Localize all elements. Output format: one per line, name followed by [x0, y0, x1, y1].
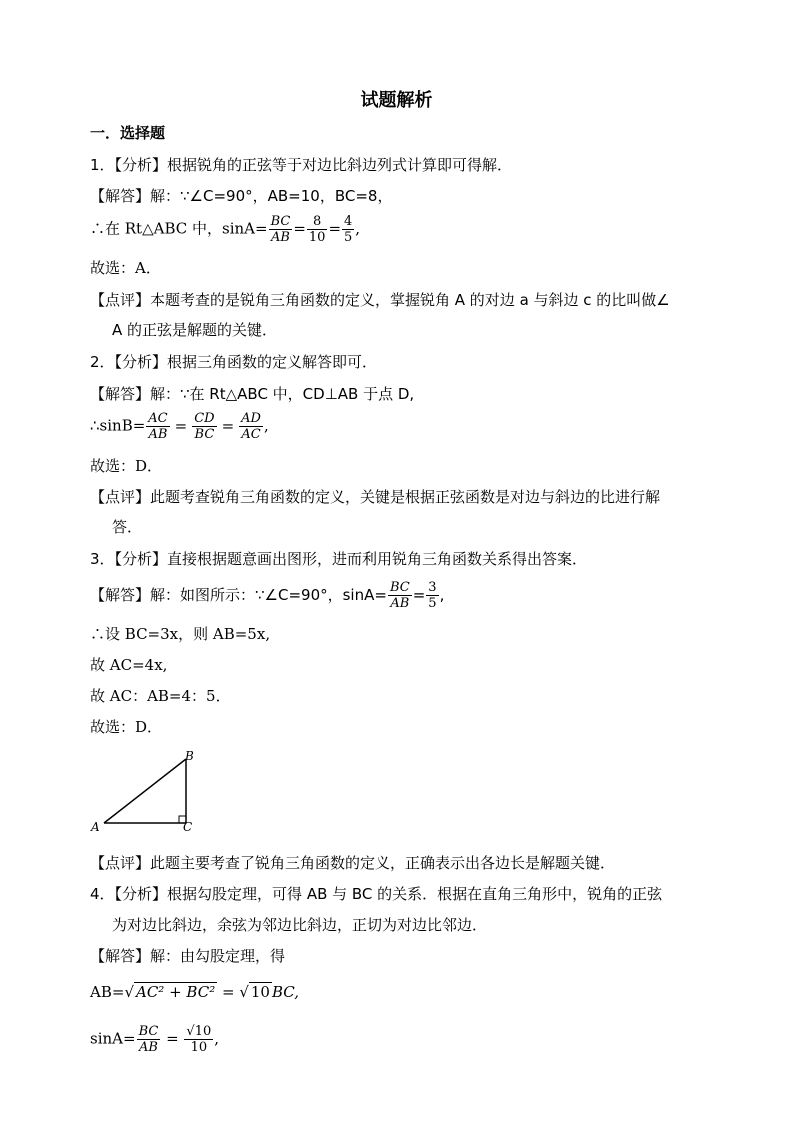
fraction-denominator: 10: [308, 230, 326, 245]
q3-answer-prefix: 【解答】解：如图所示：∵∠C=90°，sinA=: [90, 586, 387, 604]
q1-fraction-bc-ab: [269, 214, 293, 245]
right-triangle-figure: [88, 745, 208, 837]
fraction-denominator: AB: [270, 230, 290, 245]
q1-formula: [90, 214, 360, 245]
sqrt-ten: √ 10: [239, 983, 270, 1001]
side-ab: [104, 759, 186, 823]
equals-sign: =: [174, 416, 188, 435]
fraction-numerator: 3: [428, 580, 437, 595]
fraction-numerator: BC: [389, 580, 410, 595]
vertex-label-c: C: [183, 820, 193, 834]
fraction-denominator: AC: [241, 427, 261, 442]
q4-ab-tail: BC,: [271, 983, 299, 1001]
q1-comment-line1: 【点评】本题考查的是锐角三角函数的定义，掌握锐角 A 的对边 a 与斜边 c 的比叫做∠: [90, 291, 670, 309]
fraction-denominator: 10: [190, 1040, 208, 1055]
comma: ,: [214, 1029, 220, 1048]
equals-sign: =: [328, 219, 342, 238]
fraction-numerator: 4: [344, 214, 353, 229]
q4-analysis-line2: 为对边比斜边，余弦为邻边比斜边，正切为对边比邻边．: [112, 916, 488, 934]
radicand: AC² + BC²: [136, 983, 216, 1001]
fraction-numerator: AC: [148, 411, 168, 426]
fraction-denominator: AB: [138, 1040, 158, 1055]
q4-analysis-line1: 4．【分析】根据勾股定理，可得 AB 与 BC 的关系．根据在直角三角形中，锐角的正弦: [90, 885, 663, 903]
q3-comment: 【点评】此题主要考查了锐角三角函数的定义，正确表示出各边长是解题关键．: [90, 854, 616, 872]
vertex-label-b: B: [185, 749, 194, 763]
q2-fraction-ac-ab: [146, 411, 169, 442]
q3-fraction-bc-ab: [388, 580, 412, 611]
vertex-label-a: A: [91, 820, 100, 834]
fraction-numerator: CD: [194, 411, 215, 426]
q3-choice: 故选：D．: [90, 718, 163, 736]
q3-line1: ∴设 BC=3x，则 AB=5x,: [90, 625, 271, 643]
fraction-numerator: √10: [186, 1024, 212, 1039]
sqrt-expression: √ AC² + BC²: [124, 983, 216, 1001]
q3-line2: 故 AC=4x,: [90, 656, 168, 674]
radicand: 10: [250, 983, 270, 1001]
q2-fraction-ad-ac: [239, 411, 263, 442]
q4-sin-formula: [90, 1024, 219, 1055]
fraction-denominator: 5: [344, 230, 353, 245]
q2-answer: 【解答】解：∵在 Rt△ABC 中，CD⊥AB 于点 D,: [90, 385, 415, 403]
q1-choice: 故选：A．: [90, 259, 161, 277]
comma: ,: [263, 416, 269, 435]
equals-sign: =: [412, 586, 426, 604]
q4-fraction-sqrt10-10: [184, 1024, 213, 1055]
comma: ,: [355, 219, 361, 238]
q3-fraction-3-5: [426, 580, 438, 611]
q1-comment-line2: A 的正弦是解题的关键．: [112, 321, 278, 339]
section-heading: 一．选择题: [90, 124, 166, 142]
fraction-numerator: 8: [307, 214, 328, 230]
q3-analysis: 3．【分析】直接根据题意画出图形，进而利用锐角三角函数关系得出答案．: [90, 550, 588, 568]
q2-formula: [90, 411, 269, 442]
comma: ,: [439, 586, 445, 604]
q4-fraction-bc-ab: [137, 1024, 161, 1055]
fraction-denominator: AB: [148, 427, 168, 442]
q1-analysis: 1．【分析】根据锐角的正弦等于对边比斜边列式计算即可得解．: [90, 156, 513, 174]
q2-analysis: 2．【分析】根据三角函数的定义解答即可．: [90, 353, 378, 371]
fraction-denominator: AB: [390, 596, 410, 611]
equals-sign: =: [161, 1029, 184, 1048]
q2-comment-line2: 答．: [112, 518, 143, 536]
fraction-denominator: BC: [194, 427, 215, 442]
q4-sin-prefix: sinA=: [90, 1029, 136, 1048]
fraction-numerator: BC: [270, 214, 291, 229]
page-title: 试题解析: [360, 90, 433, 111]
fraction-numerator: BC: [138, 1024, 159, 1039]
q2-formula-prefix: ∴sinB=: [90, 416, 146, 435]
q1-answer: 【解答】解：∵∠C=90°，AB=10，BC=8，: [90, 187, 393, 205]
q1-fraction-4-5: [342, 214, 354, 245]
q2-fraction-cd-bc: [192, 411, 216, 442]
q1-fraction-8-10: [307, 214, 328, 245]
equals-sign: =: [221, 416, 235, 435]
q3-answer: [90, 580, 444, 611]
equals-sign: =: [217, 983, 240, 1001]
q1-formula-prefix: ∴在 Rt△ABC 中，sinA=: [90, 219, 268, 238]
equals-sign: =: [293, 219, 306, 238]
q3-line3: 故 AC：AB=4：5．: [90, 687, 231, 705]
q4-answer: 【解答】解：由勾股定理，得: [90, 947, 286, 965]
q2-comment-line1: 【点评】此题考查锐角三角函数的定义，关键是根据正弦函数是对边与斜边的比进行解: [90, 488, 661, 506]
fraction-denominator: 5: [428, 596, 437, 611]
q4-ab-formula: [90, 982, 299, 1002]
q4-ab-prefix: AB=: [90, 983, 125, 1001]
q2-choice: 故选：D．: [90, 457, 163, 475]
fraction-numerator: AD: [241, 411, 261, 426]
